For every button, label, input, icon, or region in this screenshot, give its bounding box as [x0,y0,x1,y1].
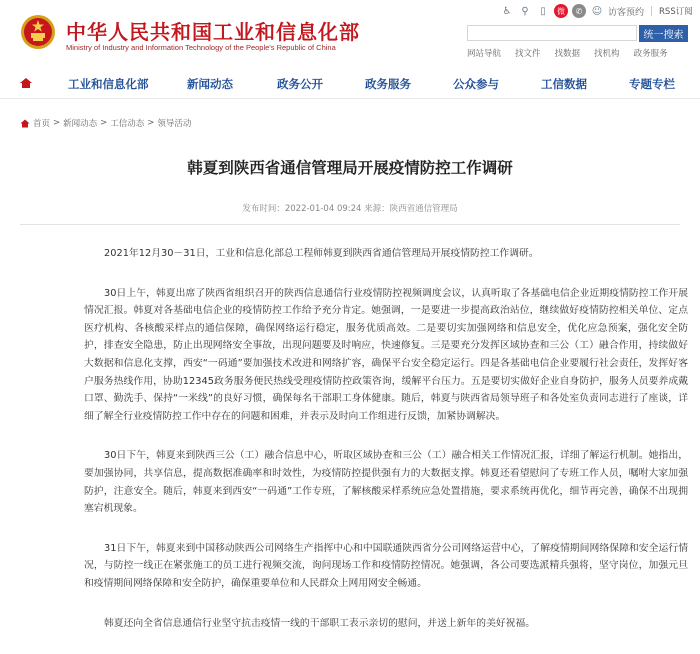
header-tools [500,3,693,19]
site-header [0,0,700,62]
nav-item-participation[interactable]: 公众参与 [453,77,499,91]
breadcrumb-home[interactable]: 首页 [33,119,51,129]
search-input[interactable] [467,25,637,41]
nav-item-miit[interactable]: 工业和信息化部 [68,77,149,91]
nav-item-topics[interactable]: 专题专栏 [629,77,675,91]
nav-item-gov-open[interactable]: 政务公开 [277,77,323,91]
weibo-icon[interactable]: 微 [554,4,568,18]
visitor-preset-link[interactable]: 访客预约 [608,7,645,18]
article-paragraph: 2021年12月30－31日，工业和信息化部总工程师韩夏到陕西省通信管理局开展疫情防控工作调研。 [104,248,539,259]
user-icon: ☺ [591,5,603,17]
quick-link-data[interactable]: 找数据 [554,49,581,59]
accessibility-icon[interactable]: ♿ [502,5,512,17]
breadcrumb-home-icon [20,119,30,128]
national-emblem-icon [20,14,56,50]
article-meta: 发布时间：2022-01-04 09:24 来源：陕西省通信管理局 [242,204,458,214]
site-title[interactable]: 中华人民共和国工业和信息化部 [66,20,360,44]
quick-link-org[interactable]: 找机构 [594,49,620,59]
mobile-icon[interactable]: ▯ [540,5,546,17]
home-icon[interactable] [19,77,33,89]
tool-divider [651,6,652,16]
nav-item-data[interactable]: 工信数据 [541,77,587,91]
nav-item-news[interactable]: 新闻动态 [187,77,233,91]
breadcrumb-miit-news[interactable]: 工信动态 [110,119,145,129]
breadcrumb-news[interactable]: 新闻动态 [63,119,98,129]
nav-item-gov-service[interactable]: 政务服务 [365,77,411,91]
breadcrumb-leader-activities[interactable]: 领导活动 [157,119,192,129]
quick-links [467,47,668,59]
breadcrumb-separator: > [100,118,108,128]
article-divider [20,224,680,225]
breadcrumb-separator: > [147,118,155,128]
article-paragraph: 31日下午，韩夏来到中国移动陕西公司网络生产指挥中心和中国联通陕西省分公司网络运营中心，了解疫情期间网络保障和安全运行情况，与防控一线正在紧张施工的员工进行视频交流，询问现场工作和疫情防控情况。她强调，各公司要选派精兵强将，坚守岗位，加强元旦和疫情期间网络保障和安全防护，确保重要单位和人民群众上网用网安全畅通。 [84,542,688,589]
breadcrumb-separator: > [53,118,61,128]
search-button[interactable]: 统一搜索 [639,25,688,42]
article-paragraph: 韩夏还向全省信息通信行业坚守抗击疫情一线的干部职工表示亲切的慰问，并送上新年的美好祝福。 [104,617,536,629]
wechat-icon[interactable]: ✆ [572,4,586,18]
quick-link-services[interactable]: 政务服务 [633,49,668,59]
article-body [84,245,688,654]
article-paragraph: 30日下午，韩夏来到陕西三公（工）融合信息中心，听取区域协查和三公（工）融合相关工作情况汇报，详细了解运行机制。她指出，要加强协同，共享信息，提高数据准确率和时效性，为疫情防控提供强有力的大数据支撑。韩夏还看望慰问了专班工作人员，嘱咐大家加强防护，注意安全。随后，韩夏来到西安“一码通”工作专班，了解核酸采样系统应急处置措施，要求系统再优化，细节再完善，确保不出现拥塞宕机现象。 [84,450,688,515]
article-paragraph: 30日上午，韩夏出席了陕西省组织召开的陕西信息通信行业疫情防控视频调度会议，认真听取了各基础电信企业近期疫情防控工作开展情况汇报。韩夏对各基础电信企业的疫情防控工作给予充分肯定。她强调，一是要进一步提高政治站位，继续做好疫情防控相关单位、定点医疗机构、各核酸采样点的通信保障，确保网络运行稳定，服务优质高效。二是要切实加强网络和信息安全，优化应急预案，强化安全防护，排查安全隐患，防止出现网络安全事故，出现问题要及时响应，快速修复。三是要充分发挥区域协查和三公（工）融合作用，持续做好大数据和信息化支撑，西安“一码通”要加强技术改进和网络扩容，确保平台安全稳定运行。四是各基础电信企业要履行社会责任，发挥好客户服务热线作用，协助12345政务服务便民热线受理疫情防控政策咨询，缓解平台压力。五是要切实做好企业自身防护，服务人员要养成戴口罩、勤洗手、保持“一米线”的良好习惯，确保每名干部职工身体健康。随后，韩夏与陕西省局领导班子和各处室负责同志进行了座谈，详细了解全行业疫情防控工作中存在的问题和困难，并表示及时向工作组进行反馈，加紧协调解决。 [84,287,688,422]
breadcrumb [20,117,191,129]
article-title: 韩夏到陕西省通信管理局开展疫情防控工作调研 [187,159,513,177]
main-nav [0,68,700,99]
elderly-mode-icon[interactable]: ⚲ [521,5,529,17]
rss-link[interactable]: RSS订阅 [659,7,693,17]
site-subtitle: Ministry of Industry and Information Technology of the People's Republic of China [66,43,336,52]
quick-link-site-nav[interactable]: 网站导航 [467,49,502,59]
quick-link-files[interactable]: 找文件 [515,49,541,59]
